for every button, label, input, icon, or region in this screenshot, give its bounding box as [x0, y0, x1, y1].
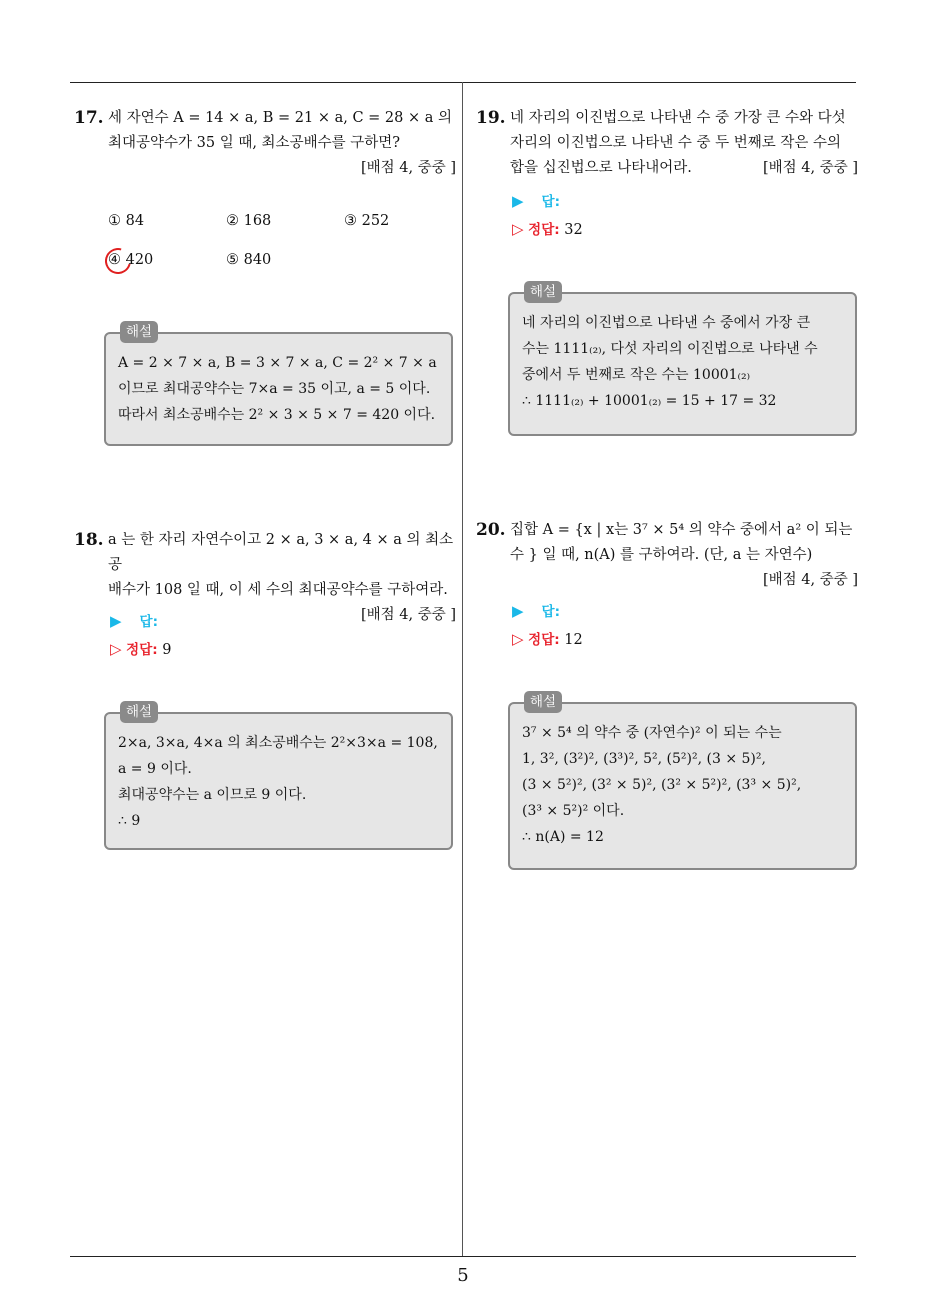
correct-value: 9	[162, 642, 172, 658]
question-number: 18.	[74, 530, 104, 550]
solution-tag: 해설	[524, 691, 562, 713]
solution-tag: 해설	[120, 701, 158, 723]
choice-4[interactable]: ④ 420	[108, 252, 154, 268]
outline-triangle-icon: ▷	[110, 640, 122, 658]
correct-answer-19	[512, 218, 583, 238]
solution-box-18	[104, 704, 453, 850]
question-number: 19.	[476, 108, 506, 128]
correct-value: 12	[564, 632, 583, 648]
question-17	[74, 106, 456, 181]
question-text-line: 배수가 108 일 때, 이 세 수의 최대공약수를 구하여라.	[108, 582, 448, 598]
answer-input-19[interactable]	[512, 190, 560, 210]
correct-value: 32	[564, 222, 583, 238]
solution-line: (3³ × 5²)² 이다.	[522, 803, 625, 819]
question-20	[476, 518, 858, 593]
solution-line: 따라서 최소공배수는 2² × 3 × 5 × 7 = 420 이다.	[118, 407, 436, 423]
correct-answer-20	[512, 628, 583, 648]
solution-line: 수는 1111₍₂₎, 다섯 자리의 이진법으로 나타낸 수	[522, 341, 818, 357]
question-number: 20.	[476, 520, 506, 540]
solution-box-19	[508, 284, 857, 436]
solution-line: 2×a, 3×a, 4×a 의 최소공배수는 2²×3×a = 108,	[118, 735, 438, 751]
correct-label: 정답:	[528, 632, 560, 648]
answer-label: 답:	[541, 194, 560, 210]
question-text-line: 세 자연수 A = 14 × a, B = 21 × a, C = 28 × a 의	[108, 110, 453, 126]
question-number: 17.	[74, 108, 104, 128]
solution-line: 중에서 두 번째로 작은 수는 10001₍₂₎	[522, 367, 751, 383]
page-number: 5	[457, 1265, 469, 1286]
question-text-line: 최대공약수가 35 일 때, 최소공배수를 구하면?	[108, 135, 400, 151]
choice-2[interactable]: ② 168	[226, 213, 272, 229]
question-text-line: 수 } 일 때, n(A) 를 구하여라. (단, a 는 자연수)	[510, 547, 813, 563]
solution-box-20	[508, 694, 857, 870]
play-triangle-icon: ▶	[110, 612, 122, 630]
solution-line: ∴ 1111₍₂₎ + 10001₍₂₎ = 15 + 17 = 32	[522, 393, 777, 409]
header-rule	[70, 82, 856, 83]
solution-line: 3⁷ × 5⁴ 의 약수 중 (자연수)² 이 되는 수는	[522, 725, 782, 741]
question-text-line: 네 자리의 이진법으로 나타낸 수 중 가장 큰 수와 다섯	[510, 110, 846, 126]
solution-line: A = 2 × 7 × a, B = 3 × 7 × a, C = 2² × 7 × a	[118, 355, 437, 371]
solution-tag: 해설	[524, 281, 562, 303]
play-triangle-icon: ▶	[512, 602, 524, 620]
answer-input-18[interactable]	[110, 610, 158, 630]
outline-triangle-icon: ▷	[512, 220, 524, 238]
answer-input-20[interactable]	[512, 600, 560, 620]
correct-label: 정답:	[126, 642, 158, 658]
solution-line: 이므로 최대공약수는 7×a = 35 이고, a = 5 이다.	[118, 381, 431, 397]
correct-label: 정답:	[528, 222, 560, 238]
play-triangle-icon: ▶	[512, 192, 524, 210]
solution-line: a = 9 이다.	[118, 761, 192, 777]
score-label: [배점 4, 중중 ]	[762, 572, 858, 588]
score-label: [배점 4, 중중 ]	[360, 160, 456, 176]
question-text-line: 집합 A = {x | x는 3⁷ × 5⁴ 의 약수 중에서 a² 이 되는	[510, 522, 853, 538]
score-label: [배점 4, 중중 ]	[360, 607, 456, 623]
solution-line: 최대공약수는 a 이므로 9 이다.	[118, 787, 307, 803]
score-label: [배점 4, 중중 ]	[762, 160, 858, 176]
solution-tag: 해설	[120, 321, 158, 343]
solution-box-17	[104, 324, 453, 446]
choice-3[interactable]: ③ 252	[344, 213, 390, 229]
answer-label: 답:	[139, 614, 158, 630]
question-text-line: 합을 십진법으로 나타내어라.	[510, 160, 692, 176]
solution-line: 네 자리의 이진법으로 나타낸 수 중에서 가장 큰	[522, 315, 811, 331]
answer-label: 답:	[541, 604, 560, 620]
solution-line: 1, 3², (3²)², (3³)², 5², (5²)², (3 × 5)²,	[522, 751, 766, 767]
column-divider	[462, 82, 463, 1257]
question-text-line: a 는 한 자리 자연수이고 2 × a, 3 × a, 4 × a 의 최소공	[108, 532, 454, 573]
choice-1[interactable]: ① 84	[108, 213, 145, 229]
question-text-line: 자리의 이진법으로 나타낸 수 중 두 번째로 작은 수의	[510, 135, 842, 151]
solution-line: ∴ n(A) = 12	[522, 829, 604, 845]
choice-5[interactable]: ⑤ 840	[226, 252, 272, 268]
outline-triangle-icon: ▷	[512, 630, 524, 648]
solution-line: (3 × 5²)², (3² × 5)², (3² × 5²)², (3³ × 5)²,	[522, 777, 802, 793]
question-19	[476, 106, 858, 181]
correct-answer-18	[110, 638, 171, 658]
solution-line: ∴ 9	[118, 813, 141, 829]
footer-rule	[70, 1256, 856, 1257]
